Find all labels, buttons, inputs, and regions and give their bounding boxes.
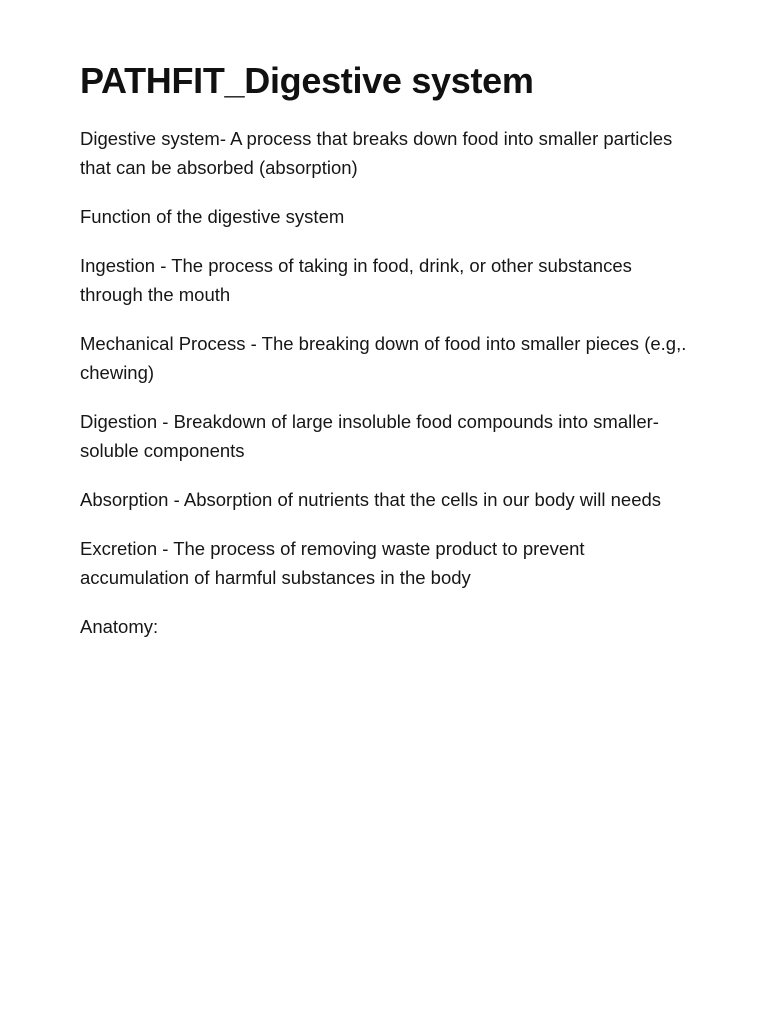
paragraph-function-heading: Function of the digestive system	[80, 206, 345, 227]
page-title: PATHFIT_Digestive system	[80, 60, 534, 101]
paragraph-excretion: Excretion - The process of removing waste product to prevent accumulation of harmful substances in the body	[80, 538, 585, 588]
paragraph-absorption: Absorption - Absorption of nutrients that the cells in our body will needs	[80, 489, 662, 510]
paragraph-ingestion: Ingestion - The process of taking in food, drink, or other substances through the mouth	[80, 255, 632, 305]
paragraph-digestion: Digestion - Breakdown of large insoluble food compounds into smaller-soluble components	[80, 411, 659, 461]
paragraph-mechanical-process: Mechanical Process - The breaking down of food into smaller pieces (e.g,. chewing)	[80, 333, 687, 383]
paragraph-definition: Digestive system- A process that breaks down food into smaller particles that can be absorbed (absorption)	[80, 128, 673, 178]
paragraph-anatomy: Anatomy:	[80, 616, 159, 637]
